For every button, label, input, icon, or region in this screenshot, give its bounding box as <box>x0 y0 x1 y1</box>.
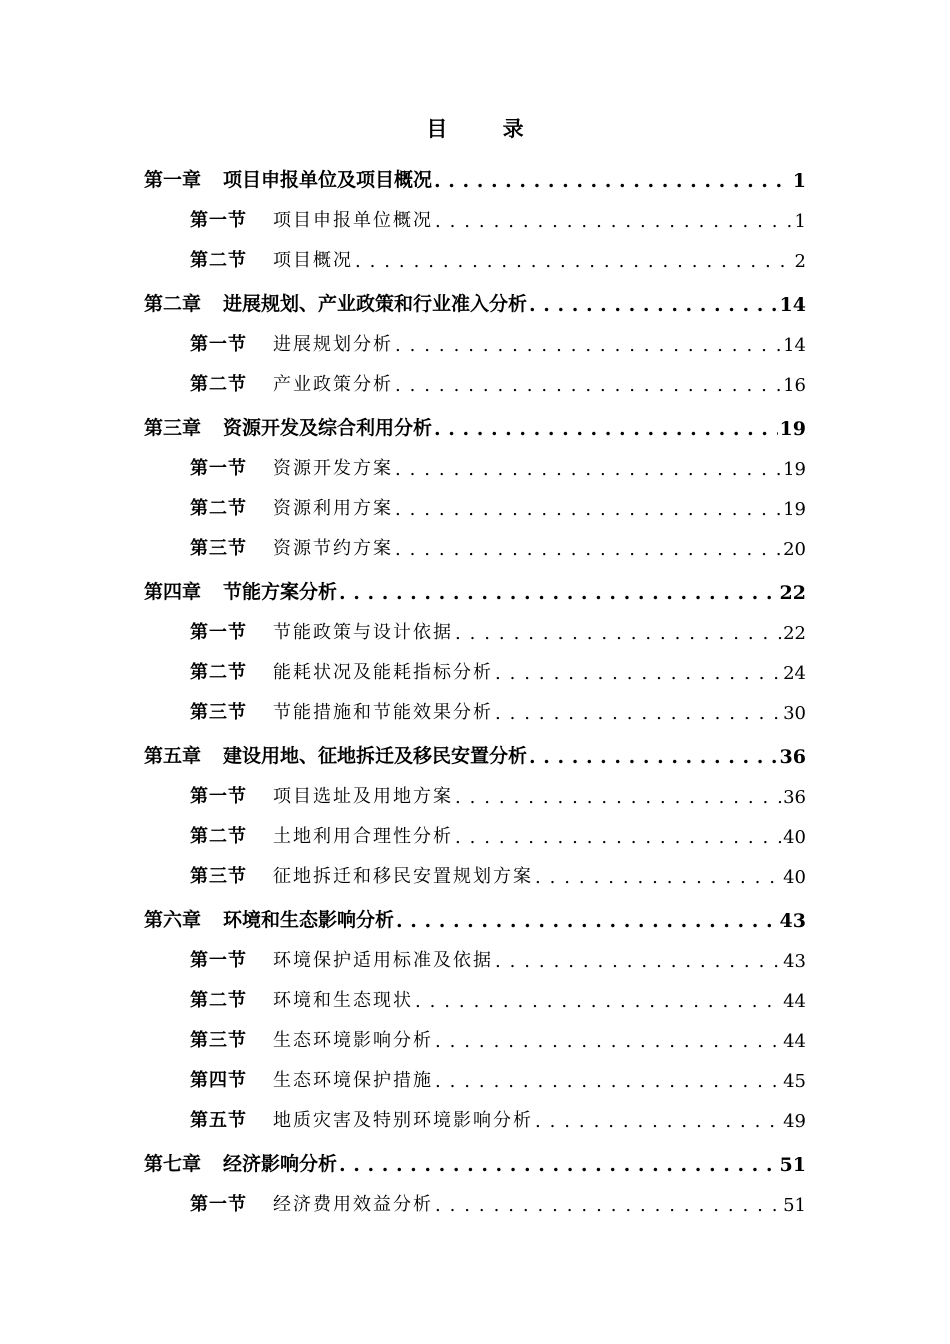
toc-entry-number: 第二节 <box>190 374 247 395</box>
toc-dot-leader <box>415 990 781 1012</box>
toc-entry-number: 第一节 <box>190 622 247 643</box>
toc-section-row[interactable] <box>190 450 806 480</box>
page-title: 目 录 <box>426 116 548 141</box>
toc-page-number: 20 <box>783 539 806 560</box>
toc-page-number: 36 <box>783 787 806 808</box>
toc-page-number: 1 <box>792 170 806 192</box>
toc-section-row[interactable] <box>190 490 806 520</box>
toc-chapter-row[interactable] <box>144 410 806 440</box>
toc-entry-title: 资源开发及综合利用分析 <box>223 417 433 439</box>
toc-entry-title: 环境保护适用标准及依据 <box>273 950 493 971</box>
toc-entry-number: 第五章 <box>144 745 202 767</box>
toc-entry-number: 第一节 <box>190 210 247 231</box>
toc-entry-number: 第三节 <box>190 866 247 887</box>
toc-dot-leader <box>435 1070 781 1092</box>
toc-page-number: 14 <box>779 294 806 316</box>
toc-page-number: 44 <box>783 991 806 1012</box>
toc-entry-title: 资源开发方案 <box>273 458 393 479</box>
toc-entry-title: 节能政策与设计依据 <box>273 622 453 643</box>
toc-page-number: 1 <box>794 211 806 232</box>
toc-entry-title: 节能措施和节能效果分析 <box>273 702 493 723</box>
toc-page-number: 44 <box>783 1031 806 1052</box>
toc-section-row[interactable] <box>190 366 806 396</box>
toc-section-row[interactable] <box>190 694 806 724</box>
toc-dot-leader <box>455 826 781 848</box>
toc-page-number: 22 <box>779 582 806 604</box>
toc-dot-leader <box>535 866 781 888</box>
toc-dot-leader <box>535 1110 781 1132</box>
toc-dot-leader <box>355 250 793 272</box>
toc-section-row[interactable] <box>190 778 806 808</box>
toc-entry-number: 第二节 <box>190 990 247 1011</box>
toc-dot-leader <box>339 582 778 604</box>
toc-page-number: 30 <box>783 703 806 724</box>
toc-entry-title: 地质灾害及特别环境影响分析 <box>273 1110 533 1131</box>
toc-entry-number: 第五节 <box>190 1110 247 1131</box>
toc-dot-leader <box>395 498 781 520</box>
toc-entry-title: 项目申报单位概况 <box>273 210 433 231</box>
toc-entry-number: 第三节 <box>190 702 247 723</box>
toc-page-number: 43 <box>779 910 806 932</box>
toc-entry-title: 节能方案分析 <box>223 581 338 603</box>
toc-section-row[interactable] <box>190 858 806 888</box>
toc-section-row[interactable] <box>190 242 806 272</box>
toc-page-number: 14 <box>783 335 806 356</box>
toc-entry-number: 第二章 <box>144 293 202 315</box>
toc-entry-title: 征地拆迁和移民安置规划方案 <box>273 866 533 887</box>
toc-entry-number: 第二节 <box>190 498 247 519</box>
toc-entry-number: 第四章 <box>144 581 202 603</box>
toc-section-row[interactable] <box>190 982 806 1012</box>
toc-dot-leader <box>529 746 778 768</box>
toc-entry-title: 经济费用效益分析 <box>273 1194 433 1215</box>
toc-page-number: 22 <box>783 623 806 644</box>
toc-section-row[interactable] <box>190 326 806 356</box>
toc-chapter-row[interactable] <box>144 162 806 192</box>
toc-page-number: 16 <box>783 375 806 396</box>
toc-entry-number: 第一节 <box>190 950 247 971</box>
toc-entry-number: 第四节 <box>190 1070 247 1091</box>
toc-dot-leader <box>495 662 781 684</box>
toc-entry-number: 第一节 <box>190 334 247 355</box>
toc-page-number: 19 <box>783 499 806 520</box>
toc-dot-leader <box>395 334 781 356</box>
toc-dot-leader <box>434 418 778 440</box>
toc-dot-leader <box>495 950 781 972</box>
toc-page-number: 51 <box>783 1195 806 1216</box>
toc-page-number: 19 <box>779 418 806 440</box>
toc-entry-number: 第二节 <box>190 662 247 683</box>
toc-page-number: 40 <box>783 827 806 848</box>
toc-entry-number: 第一章 <box>144 169 202 191</box>
toc-page-number: 36 <box>779 746 806 768</box>
toc-chapter-row[interactable] <box>144 574 806 604</box>
toc-entry-number: 第三章 <box>144 417 202 439</box>
toc-entry-number: 第三节 <box>190 1030 247 1051</box>
toc-section-row[interactable] <box>190 1186 806 1216</box>
toc-entry-title: 建设用地、征地拆迁及移民安置分析 <box>223 745 528 767</box>
toc-page-number: 45 <box>783 1071 806 1092</box>
toc-entry-number: 第一节 <box>190 1194 247 1215</box>
toc-entry-title: 项目申报单位及项目概况 <box>223 169 433 191</box>
toc-entry-title: 环境和生态现状 <box>273 990 413 1011</box>
toc-section-row[interactable] <box>190 614 806 644</box>
toc-entry-number: 第二节 <box>190 250 247 271</box>
toc-entry-number: 第一节 <box>190 458 247 479</box>
toc-chapter-row[interactable] <box>144 286 806 316</box>
toc-section-row[interactable] <box>190 942 806 972</box>
toc-entry-title: 进展规划分析 <box>273 334 393 355</box>
toc-dot-leader <box>435 210 793 232</box>
toc-page-number: 24 <box>783 663 806 684</box>
toc-dot-leader <box>339 1154 778 1176</box>
toc-section-row[interactable] <box>190 654 806 684</box>
toc-dot-leader <box>395 458 781 480</box>
toc-dot-leader <box>455 622 781 644</box>
toc-section-row[interactable] <box>190 1102 806 1132</box>
toc-entry-number: 第二节 <box>190 826 247 847</box>
toc-dot-leader <box>435 1030 781 1052</box>
toc-entry-number: 第六章 <box>144 909 202 931</box>
toc-page-number: 2 <box>794 251 806 272</box>
toc-section-row[interactable] <box>190 530 806 560</box>
toc-entry-title: 资源利用方案 <box>273 498 393 519</box>
toc-entry-title: 土地利用合理性分析 <box>273 826 453 847</box>
toc-entry-title: 产业政策分析 <box>273 374 393 395</box>
toc-entry-title: 进展规划、产业政策和行业准入分析 <box>223 293 528 315</box>
toc-entry-title: 经济影响分析 <box>223 1153 338 1175</box>
toc-section-row[interactable] <box>190 1062 806 1092</box>
toc-entry-title: 项目概况 <box>273 250 353 271</box>
toc-entry-number: 第三节 <box>190 538 247 559</box>
toc-page-number: 51 <box>779 1154 806 1176</box>
toc-dot-leader <box>495 702 781 724</box>
toc-dot-leader <box>434 170 791 192</box>
toc-entry-title: 能耗状况及能耗指标分析 <box>273 662 493 683</box>
toc-page-number: 49 <box>783 1111 806 1132</box>
toc-entry-title: 生态环境影响分析 <box>273 1030 433 1051</box>
toc-chapter-row[interactable] <box>144 738 806 768</box>
toc-entry-title: 项目选址及用地方案 <box>273 786 453 807</box>
toc-section-row[interactable] <box>190 818 806 848</box>
toc-entry-number: 第一节 <box>190 786 247 807</box>
toc-page-number: 43 <box>783 951 806 972</box>
toc-entry-number: 第七章 <box>144 1153 202 1175</box>
toc-chapter-row[interactable] <box>144 902 806 932</box>
toc-entry-title: 生态环境保护措施 <box>273 1070 433 1091</box>
toc-dot-leader <box>435 1194 781 1216</box>
toc-section-row[interactable] <box>190 202 806 232</box>
toc-entry-title: 环境和生态影响分析 <box>223 909 395 931</box>
toc-page-number: 40 <box>783 867 806 888</box>
toc-page-number: 19 <box>783 459 806 480</box>
toc-chapter-row[interactable] <box>144 1146 806 1176</box>
toc-dot-leader <box>396 910 778 932</box>
toc-entry-title: 资源节约方案 <box>273 538 393 559</box>
toc-dot-leader <box>395 538 781 560</box>
toc-dot-leader <box>455 786 781 808</box>
toc-section-row[interactable] <box>190 1022 806 1052</box>
toc-dot-leader <box>529 294 778 316</box>
toc-dot-leader <box>395 374 781 396</box>
